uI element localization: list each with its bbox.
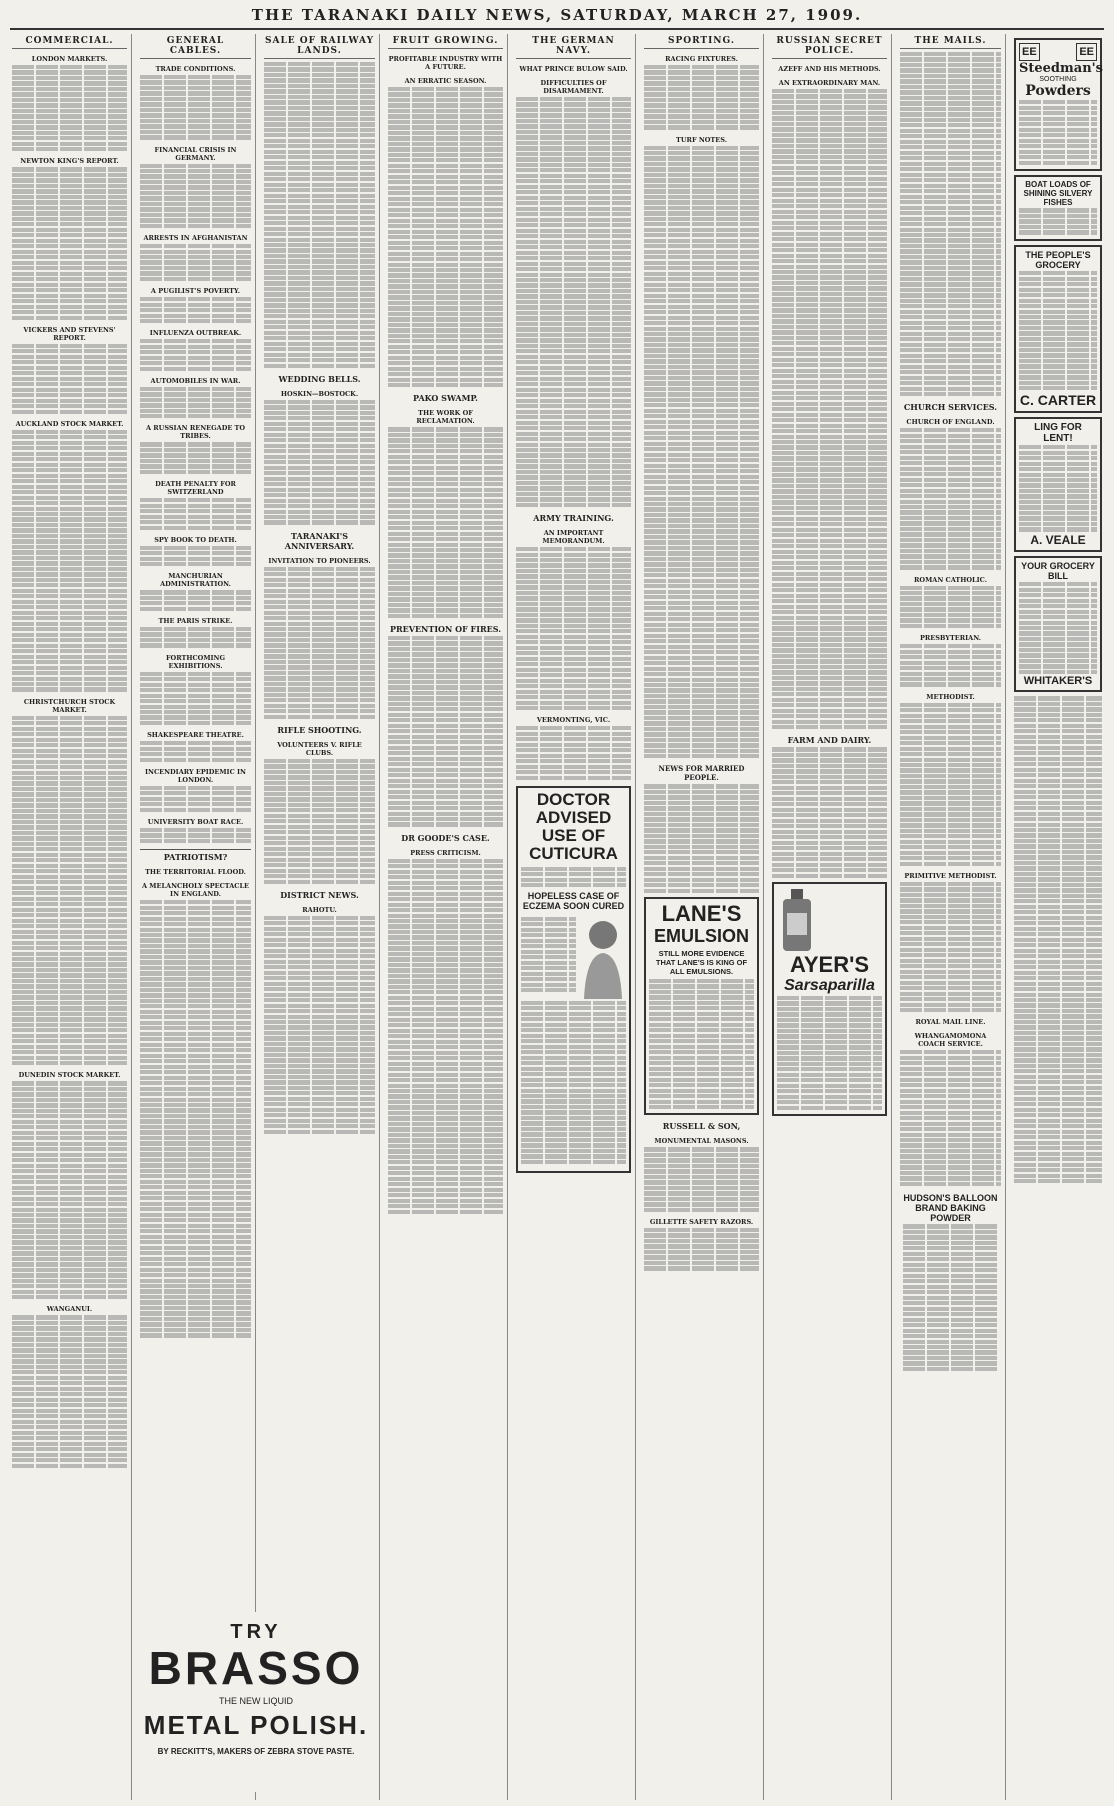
- section-heading: THE GERMAN NAVY.: [516, 36, 631, 59]
- ad-line: DOCTOR ADVISED: [535, 789, 612, 827]
- column-general-cables: [136, 34, 256, 1800]
- section-heading: RUSSIAN SECRET POLICE.: [772, 36, 887, 59]
- subheading: PAKO SWAMP.: [413, 393, 478, 404]
- subheading: ROYAL MAIL LINE.: [915, 1018, 986, 1027]
- subheading: ARMY TRAINING.: [533, 513, 614, 524]
- ad-line: USE OF CUTICURA: [529, 825, 618, 863]
- subheading: AN ERRATIC SEASON.: [404, 77, 487, 85]
- subheading: PROFITABLE INDUSTRY WITH A FUTURE.: [388, 55, 503, 71]
- ad-brand: Sarsaparilla: [784, 976, 875, 994]
- section-heading: SPORTING.: [644, 36, 759, 49]
- subheading: PREVENTION OF FIRES.: [389, 624, 502, 634]
- medicine-bottle-icon: [777, 887, 817, 953]
- subheading: NEWS FOR MARRIED PEOPLE.: [658, 764, 745, 783]
- subheading: CHRISTCHURCH STOCK MARKET.: [23, 697, 116, 714]
- subheading: SHAKESPEARE THEATRE.: [147, 731, 244, 740]
- subheading: FORTHCOMING EXHIBITIONS.: [165, 653, 226, 670]
- ling-for-lent-advertisement: [1014, 417, 1102, 552]
- subheading: VICKERS AND STEVENS' REPORT.: [23, 325, 116, 342]
- ad-brand: LANE'S: [661, 900, 742, 926]
- subheading: RUSSELL & SON,: [662, 1121, 741, 1132]
- subheading: PRESBYTERIAN.: [919, 634, 982, 643]
- subheading: HOSKIN—BOSTOCK.: [280, 389, 359, 398]
- section-heading: GENERAL CABLES.: [140, 36, 251, 59]
- subheading: INFLUENZA OUTBREAK.: [149, 329, 242, 338]
- ad-brand: EMULSION: [653, 925, 749, 946]
- subheading: THE TERRITORIAL FLOOD.: [145, 868, 246, 877]
- ad-line: BY RECKITT'S, MAKERS OF ZEBRA STOVE PASTE.: [157, 1747, 355, 1756]
- subheading: WEDDING BELLS.: [278, 373, 361, 384]
- subheading: A PUGILIST'S POVERTY.: [150, 287, 241, 296]
- steedmans-powders-advertisement: [1014, 38, 1102, 171]
- subheading: GILLETTE SAFETY RAZORS.: [649, 1218, 754, 1226]
- section-heading: THE MAILS.: [900, 36, 1001, 49]
- hudsons-baking-powder-advertisement: [900, 1190, 1001, 1375]
- column-german-navy: [512, 34, 636, 1800]
- ad-brand: WHITAKER'S: [1023, 675, 1093, 688]
- column-sporting: [640, 34, 764, 1800]
- boat-loads-advertisement: [1014, 175, 1102, 241]
- subheading: ROMAN CATHOLIC.: [914, 575, 987, 584]
- ad-line: STILL MORE EVIDENCE THAT LANE'S IS KING OF ALL EMULSIONS.: [655, 948, 748, 976]
- column-advertisements: [1010, 34, 1106, 1800]
- subheading: SPY BOOK TO DEATH.: [154, 535, 237, 544]
- subheading: RAHOTU.: [302, 905, 337, 914]
- ad-brand: AYER'S: [789, 951, 869, 977]
- subheading: WHAT PRINCE BULOW SAID.: [519, 65, 628, 73]
- section-heading: SALE OF RAILWAY LANDS.: [264, 36, 375, 59]
- ad-line: BOAT LOADS OF SHINING SILVERY FISHES: [1023, 180, 1093, 208]
- grocery-bill-advertisement: [1014, 556, 1102, 693]
- masthead: THE TARANAKI DAILY NEWS, SATURDAY, MARCH 27, 1909.: [10, 6, 1104, 30]
- ad-line: THE NEW LIQUID: [218, 1696, 293, 1706]
- column-mails: [896, 34, 1006, 1800]
- subheading: METHODIST.: [926, 692, 975, 701]
- subheading: AUCKLAND STOCK MARKET.: [15, 419, 124, 428]
- subheading: INCENDIARY EPIDEMIC IN LONDON.: [144, 767, 246, 784]
- column-railway-lands: [260, 34, 380, 1800]
- subheading: CHURCH OF ENGLAND.: [906, 418, 995, 427]
- subheading: DEATH PENALTY FOR SWITZERLAND: [155, 480, 236, 497]
- brasso-advertisement: [140, 1612, 372, 1792]
- subheading: PRESS CRITICISM.: [410, 848, 481, 857]
- ad-line: LING FOR LENT!: [1034, 421, 1082, 444]
- subheading: WHANGAMOMONA COACH SERVICE.: [914, 1032, 987, 1049]
- subheading: MONUMENTAL MASONS.: [654, 1137, 749, 1146]
- ayers-sarsaparilla-advertisement: [772, 882, 887, 1116]
- subheading: DIFFICULTIES OF DISARMAMENT.: [540, 79, 607, 95]
- ad-brand: A. VEALE: [1030, 532, 1086, 547]
- column-russian-police: [768, 34, 892, 1800]
- ad-line: YOUR GROCERY BILL: [1021, 560, 1095, 581]
- ad-brand: Steedman's: [1019, 61, 1103, 76]
- subheading: A MELANCHOLY SPECTACLE IN ENGLAND.: [142, 882, 249, 899]
- ad-line: SOOTHING: [1039, 76, 1077, 83]
- subheading: A RUSSIAN RENEGADE TO TRIBES.: [145, 424, 246, 441]
- ad-line: TRY: [230, 1621, 282, 1643]
- subheading: PRIMITIVE METHODIST.: [904, 871, 997, 880]
- ad-brand: C. CARTER: [1019, 391, 1097, 408]
- cuticura-advertisement: [516, 786, 631, 1173]
- subheading: AUTOMOBILES IN WAR.: [150, 376, 241, 385]
- subheading: DR GOODE'S CASE.: [401, 832, 490, 843]
- subheading: ARRESTS IN AFGHANISTAN: [143, 234, 248, 243]
- subheading: DUNEDIN STOCK MARKET.: [18, 1071, 121, 1080]
- subheading: INVITATION TO PIONEERS.: [268, 556, 371, 565]
- ad-line: METAL POLISH.: [143, 1710, 369, 1740]
- subheading: RACING FIXTURES.: [665, 55, 738, 63]
- subheading: AZEFF AND HIS METHODS.: [778, 65, 881, 73]
- subheading: LONDON MARKETS.: [31, 55, 108, 63]
- child-portrait-icon: [580, 915, 626, 999]
- subheading: TURF NOTES.: [676, 135, 727, 144]
- ad-line: HOPELESS CASE OF ECZEMA SOON CURED: [522, 891, 625, 912]
- subheading: AN IMPORTANT MEMORANDUM.: [542, 529, 605, 546]
- subheading: FINANCIAL CRISIS IN GERMANY.: [154, 145, 237, 162]
- ad-line: THE PEOPLE'S GROCERY: [1025, 249, 1091, 270]
- subheading: VOLUNTEERS V. RIFLE CLUBS.: [277, 740, 362, 757]
- subheading: UNIVERSITY BOAT RACE.: [147, 817, 244, 826]
- subheading: NEWTON KING'S REPORT.: [20, 157, 119, 166]
- section-heading: COMMERCIAL.: [12, 36, 127, 49]
- subheading: PATRIOTISM?: [140, 849, 251, 862]
- subheading: VERMONTING, VIC.: [536, 716, 611, 725]
- subheading: AN EXTRAORDINARY MAN.: [778, 79, 881, 87]
- column-fruit-growing: [384, 34, 508, 1800]
- subheading: CHURCH SERVICES.: [903, 402, 998, 413]
- subheading: TRADE CONDITIONS.: [155, 65, 236, 73]
- ad-brand: Powders: [1025, 83, 1091, 99]
- subheading: WANGANUI.: [46, 1305, 93, 1314]
- ad-brand: BRASSO: [148, 1642, 364, 1694]
- lanes-emulsion-advertisement: [644, 897, 759, 1116]
- subheading: RIFLE SHOOTING.: [277, 724, 362, 735]
- subheading: DISTRICT NEWS.: [280, 889, 359, 900]
- ee-emblem-icon: EE: [1076, 43, 1097, 61]
- peoples-grocery-advertisement: [1014, 245, 1102, 413]
- subheading: THE WORK OF RECLAMATION.: [416, 409, 475, 426]
- subheading: THE PARIS STRIKE.: [158, 616, 233, 625]
- column-commercial: [8, 34, 132, 1800]
- ad-brand: HUDSON'S BALLOON BRAND BAKING POWDER: [903, 1193, 998, 1224]
- section-heading: FRUIT GROWING.: [388, 36, 503, 49]
- subheading: FARM AND DAIRY.: [787, 735, 872, 746]
- subheading: MANCHURIAN ADMINISTRATION.: [160, 572, 231, 589]
- ee-emblem-icon: EE: [1019, 43, 1040, 61]
- subheading: TARANAKI'S ANNIVERSARY.: [284, 530, 355, 551]
